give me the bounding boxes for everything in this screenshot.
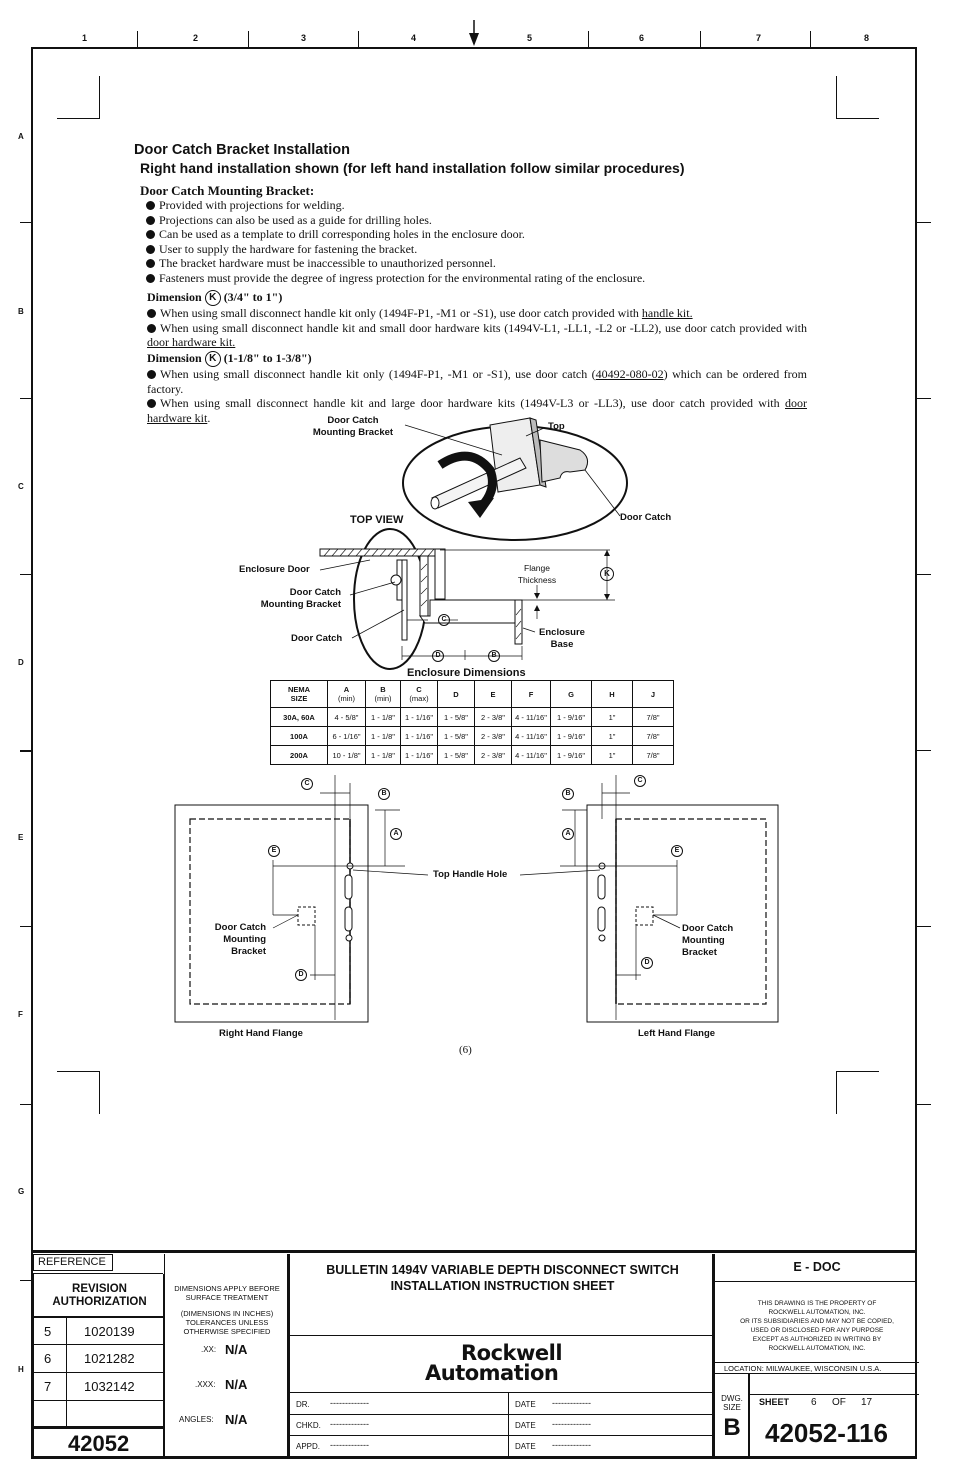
column-number: 5	[527, 33, 533, 43]
table-header: D	[438, 681, 475, 708]
revision-number: 5	[44, 1324, 52, 1339]
list-item	[147, 321, 807, 350]
label-top-view: TOP VIEW	[350, 514, 404, 526]
e-circle-icon: E	[268, 845, 280, 857]
bullet-icon	[146, 259, 155, 268]
dimension-range: (1-1/8" to 1-3/8")	[223, 351, 312, 365]
page-subtitle: Right hand installation shown (for left hand installation follow similar procedures)	[140, 160, 685, 176]
drawn-value: -------------	[330, 1398, 369, 1408]
table-header: B (min)	[366, 681, 401, 708]
sheet-number: 6	[811, 1397, 817, 1408]
of-label: OF	[832, 1397, 846, 1408]
table-cell: 2 - 3/8"	[475, 727, 512, 746]
row-tick	[20, 750, 31, 752]
list-item-text: Provided with projections for welding.	[159, 198, 345, 212]
d-circle-icon: D	[641, 957, 653, 969]
list-item-text: When using small disconnect handle kit and small door hardware kits (1494V-L1, -LL1, -L2 or -LL2), use door catch provided with	[160, 320, 807, 335]
table-cell: 30A, 60A	[271, 708, 328, 727]
table-header: C (max)	[401, 681, 438, 708]
drawing-id-box	[713, 1374, 917, 1457]
table-cell: 4 - 11/16"	[512, 708, 551, 727]
front-view-diagram	[170, 775, 785, 1030]
c-circle-icon: C	[301, 778, 313, 790]
table-header: J	[633, 681, 674, 708]
table-cell: 200A	[271, 746, 328, 765]
table-cell: 1 - 5/8"	[438, 708, 475, 727]
bullet-icon	[146, 274, 155, 283]
label-door-catch-mounting-bracket-2: Door Catch Mounting Bracket	[260, 587, 341, 610]
table-cell: 1 - 1/8"	[366, 746, 401, 765]
checked-label: CHKD.	[296, 1421, 321, 1430]
list-item	[146, 227, 810, 242]
column-number: 4	[411, 33, 417, 43]
row-tick	[917, 574, 931, 575]
row-letter: F	[18, 1010, 23, 1019]
sheet-label: SHEET	[759, 1397, 790, 1407]
table-cell: 1 - 1/16"	[401, 708, 438, 727]
date-value: -------------	[552, 1419, 591, 1429]
page-number: (6)	[459, 1044, 472, 1056]
c-circle-icon: C	[634, 775, 646, 787]
bullet-icon	[146, 216, 155, 225]
revision-header	[33, 1274, 164, 1317]
bullet-icon	[147, 324, 156, 333]
row-tick	[917, 1104, 931, 1105]
page-title: Door Catch Bracket Installation	[134, 142, 350, 158]
table-header: G	[551, 681, 592, 708]
revision-code: 1020139	[84, 1324, 135, 1339]
column-tick	[248, 31, 249, 47]
k-circle-icon: K	[600, 567, 614, 581]
c-circle-icon: C	[438, 614, 450, 626]
table-cell: 100A	[271, 727, 328, 746]
table-header: F	[512, 681, 551, 708]
list-item-text: When using small disconnect handle kit and large door hardware kits (1494V-L3 or -LL3), use door catch provided with	[160, 396, 785, 411]
door-hardware-kit-ref: door hardware kit	[147, 396, 807, 425]
logo-box	[288, 1336, 713, 1393]
list-item-text: .	[207, 410, 211, 425]
revision-row	[33, 1317, 164, 1345]
bullet-icon	[146, 245, 155, 254]
table-cell: 4 - 5/8"	[328, 708, 366, 727]
crop-mark	[836, 76, 879, 119]
table-header: NEMA SIZE	[271, 681, 328, 708]
crop-mark	[57, 76, 100, 119]
row-letter: G	[18, 1187, 25, 1196]
row-letter: B	[18, 307, 24, 316]
list-item-text: When using small disconnect handle kit only (1494F-P1, -M1 or -S1), use door catch provided with	[160, 306, 642, 321]
bullet-icon	[147, 399, 156, 408]
label-door-catch-mounting-bracket: Door Catch Mounting Bracket	[312, 415, 394, 438]
base-number: 42052	[68, 1431, 130, 1456]
table-row	[271, 708, 674, 727]
b-circle-icon: B	[488, 650, 500, 662]
crop-mark	[57, 1071, 100, 1114]
row-tick	[20, 1280, 31, 1281]
table-cell: 7/8"	[633, 708, 674, 727]
table-row	[271, 746, 674, 765]
table-row	[271, 727, 674, 746]
e-circle-icon: E	[671, 845, 683, 857]
column-tick	[137, 31, 138, 47]
column-number: 3	[301, 33, 307, 43]
table-cell: 1 - 1/16"	[401, 727, 438, 746]
table-cell: 2 - 3/8"	[475, 708, 512, 727]
xx-label: .XX:	[201, 1345, 217, 1354]
list-item-text: ) which can be ordered from factory.	[147, 367, 807, 396]
revision-row	[33, 1373, 164, 1401]
label-top: Top	[548, 421, 565, 432]
bullet-icon	[146, 201, 155, 210]
dimension-range: (3/4" to 1")	[223, 290, 283, 304]
bullet-icon	[146, 230, 155, 239]
tolerance-note: (DIMENSIONS IN INCHES) TOLERANCES UNLESS OTHERWISE SPECIFIED	[180, 1309, 274, 1336]
date-value: -------------	[552, 1440, 591, 1450]
table-header: A (min)	[328, 681, 366, 708]
table-cell: 1 - 9/16"	[551, 746, 592, 765]
column-tick	[810, 31, 811, 47]
dims-note: DIMENSIONS APPLY BEFORE SURFACE TREATMENT	[174, 1284, 280, 1302]
center-arrow-icon	[466, 20, 482, 48]
table-cell: 1 - 1/8"	[366, 727, 401, 746]
list-item-text: The bracket hardware must be inaccessible to unauthorized personnel.	[159, 256, 496, 270]
d-circle-icon: D	[295, 969, 307, 981]
xxx-label: .XXX:	[195, 1380, 216, 1389]
crop-mark	[836, 1071, 879, 1114]
enclosure-dimensions-table	[270, 680, 674, 765]
column-tick	[700, 31, 701, 47]
column-tick	[588, 31, 589, 47]
table-header: E	[475, 681, 512, 708]
angles-label: ANGLES:	[179, 1415, 214, 1424]
row-tick	[917, 398, 931, 399]
column-tick	[358, 31, 359, 47]
sheet-total: 17	[861, 1397, 873, 1408]
revision-row	[33, 1345, 164, 1373]
table-header-row	[271, 681, 674, 708]
titleblock-top-rule	[31, 1250, 917, 1253]
table-cell: 1 - 5/8"	[438, 727, 475, 746]
table-cell: 1"	[592, 746, 633, 765]
list-item	[146, 213, 810, 228]
list-item	[146, 271, 810, 286]
approved-label: APPD.	[296, 1442, 321, 1451]
table-cell: 7/8"	[633, 727, 674, 746]
date-label: DATE	[515, 1442, 536, 1451]
handle-kit-ref: handle kit.	[641, 306, 693, 321]
xxx-value: N/A	[225, 1377, 248, 1392]
column-number: 2	[193, 33, 199, 43]
mounting-bracket-section	[140, 183, 810, 285]
xx-value: N/A	[225, 1342, 248, 1357]
dimension-heading-label: Dimension	[147, 290, 202, 304]
list-item-text: User to supply the hardware for fastening the bracket.	[159, 241, 418, 256]
table-cell: 1"	[592, 708, 633, 727]
drawing-number: 42052-116	[765, 1418, 888, 1448]
column-number: 1	[82, 33, 88, 43]
column-number: 6	[639, 33, 645, 43]
k-circle-icon: K	[205, 351, 221, 367]
list-item	[146, 242, 810, 257]
revision-number: 7	[44, 1379, 52, 1394]
dimension-heading-label: Dimension	[147, 351, 202, 365]
reference-label: REFERENCE	[38, 1256, 106, 1268]
date-value: -------------	[552, 1398, 591, 1408]
rockwell-automation-logo: Rockwell Automation	[425, 1341, 563, 1385]
revision-code: 1021282	[84, 1351, 135, 1366]
table-title: Enclosure Dimensions	[407, 667, 526, 679]
row-tick	[20, 574, 31, 575]
table-cell: 1 - 1/16"	[401, 746, 438, 765]
dimension-heading	[147, 290, 807, 306]
revision-row-empty	[33, 1401, 164, 1427]
label-door-catch-2: Door Catch	[291, 633, 343, 644]
angles-value: N/A	[225, 1412, 248, 1427]
table-cell: 7/8"	[633, 746, 674, 765]
row-letter: A	[18, 132, 24, 141]
property-box	[713, 1282, 917, 1374]
date-label: DATE	[515, 1421, 536, 1430]
door-hardware-kit-ref: door hardware kit.	[147, 335, 236, 350]
label-right-hand-flange: Right Hand Flange	[219, 1028, 303, 1039]
edoc-label: E - DOC	[793, 1260, 841, 1274]
bulletin-title: BULLETIN 1494V VARIABLE DEPTH DISCONNECT SWITCH INSTALLATION INSTRUCTION SHEET	[326, 1263, 679, 1293]
date-label: DATE	[515, 1400, 536, 1409]
tolerance-column	[164, 1254, 288, 1457]
column-number: 8	[864, 33, 870, 43]
bullet-icon	[147, 309, 156, 318]
property-notice: THIS DRAWING IS THE PROPERTY OF ROCKWELL AUTOMATION, INC. OR ITS SUBSIDIARIES AND MAY NOT BE COPIED, USED OR DISCLOSED FOR ANY PURPOSE EXCEPT AS AUTHORIZED IN WRITING BY ROCKWELL AUTOMATION, INC.	[740, 1300, 894, 1352]
row-tick	[20, 1104, 31, 1105]
edoc-box	[713, 1254, 917, 1282]
table-cell: 1 - 1/8"	[366, 708, 401, 727]
label-left-hand-flange: Left Hand Flange	[638, 1028, 716, 1039]
checked-value: -------------	[330, 1419, 369, 1429]
k-circle-icon: K	[205, 290, 221, 306]
revision-code: 1032142	[84, 1379, 135, 1394]
table-cell: 10 - 1/8"	[328, 746, 366, 765]
revision-number: 6	[44, 1351, 52, 1366]
list-item-text: Can be used as a template to drill corresponding holes in the enclosure door.	[159, 227, 525, 241]
list-item	[147, 306, 807, 321]
row-letter: E	[18, 833, 24, 842]
table-cell: 6 - 1/16"	[328, 727, 366, 746]
bulletin-title-box	[288, 1254, 713, 1336]
label-door-catch-mounting-bracket-right: Door Catch Mounting Bracket	[682, 923, 734, 958]
label-flange-thickness: Flange Thickness	[517, 563, 557, 585]
row-tick	[20, 926, 31, 927]
base-number-box	[33, 1427, 164, 1457]
drawn-label: DR.	[296, 1400, 310, 1409]
row-tick	[917, 750, 931, 751]
approved-value: -------------	[330, 1440, 369, 1450]
row-letter: H	[18, 1365, 24, 1374]
list-item-text: Fasteners must provide the degree of ingress protection for the environmental rating of the enclosure.	[159, 270, 646, 285]
mounting-bracket-heading: Door Catch Mounting Bracket:	[140, 183, 315, 198]
table-cell: 2 - 3/8"	[475, 746, 512, 765]
table-cell: 1 - 5/8"	[438, 746, 475, 765]
list-item	[147, 367, 807, 396]
location: LOCATION: MILWAUKEE, WISCONSIN U.S.A.	[724, 1364, 882, 1373]
reference-box	[33, 1254, 113, 1271]
row-tick	[917, 222, 931, 223]
dwg-size-label: DWG. SIZE	[721, 1394, 743, 1412]
label-door-catch: Door Catch	[620, 512, 672, 523]
dwg-size-value: B	[723, 1414, 741, 1441]
row-tick	[917, 926, 931, 927]
signoff-box	[288, 1393, 713, 1457]
table-cell: 4 - 11/16"	[512, 727, 551, 746]
table-cell: 4 - 11/16"	[512, 746, 551, 765]
row-letter: D	[18, 658, 24, 667]
a-circle-icon: A	[390, 828, 402, 840]
dimension-heading	[147, 351, 807, 367]
dimension-section-1	[147, 290, 807, 350]
label-top-handle-hole: Top Handle Hole	[433, 869, 508, 880]
table-cell: 1 - 9/16"	[551, 708, 592, 727]
part-number-ref: 40492-080-02	[595, 367, 664, 382]
door-catch-top-view-diagram	[240, 410, 660, 670]
bullet-icon	[147, 370, 156, 379]
b-circle-icon: B	[378, 788, 390, 800]
b-circle-icon: B	[562, 788, 574, 800]
list-item	[146, 256, 810, 271]
revision-authorization-label: REVISION AUTHORIZATION	[52, 1283, 147, 1308]
table-cell: 1 - 9/16"	[551, 727, 592, 746]
a-circle-icon: A	[562, 828, 574, 840]
label-enclosure-door: Enclosure Door	[239, 564, 310, 575]
row-letter: C	[18, 482, 24, 491]
list-item-text: Projections can also be used as a guide for drilling holes.	[159, 212, 432, 227]
label-enclosure-base: Enclosure Base	[539, 627, 585, 650]
table-cell: 1"	[592, 727, 633, 746]
column-number: 7	[756, 33, 762, 43]
d-circle-icon: D	[432, 650, 444, 662]
label-door-catch-mounting-bracket-left: Door Catch Mounting Bracket	[214, 922, 266, 957]
list-item	[146, 198, 810, 213]
row-tick	[20, 398, 31, 399]
table-header: H	[592, 681, 633, 708]
row-tick	[20, 222, 31, 223]
list-item-text: When using small disconnect handle kit only (1494F-P1, -M1 or -S1), use door catch (	[160, 367, 596, 382]
